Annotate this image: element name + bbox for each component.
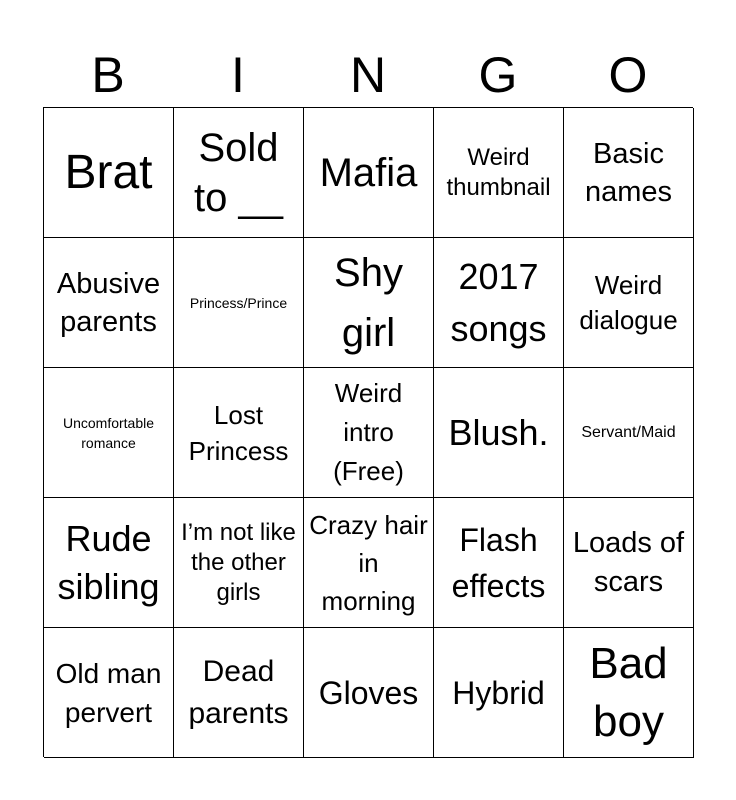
cell-label: 2017 songs <box>450 255 547 349</box>
cell-label: Servant/Maid <box>581 423 676 441</box>
cell-label: Loads of scars <box>572 526 685 598</box>
bingo-cell-3-4[interactable] <box>434 368 564 498</box>
cell-label: Gloves <box>318 674 419 711</box>
bingo-cell-5-5[interactable] <box>564 628 694 758</box>
cell-label: Bad boy <box>589 638 668 746</box>
cell-label: Sold to __ <box>194 125 283 220</box>
bingo-cell-1-3[interactable] <box>304 108 434 238</box>
bingo-header <box>43 42 693 108</box>
bingo-cell-5-4[interactable] <box>434 628 564 758</box>
bingo-cell-3-2[interactable] <box>174 368 304 498</box>
bingo-cell-2-5[interactable] <box>564 238 694 368</box>
header-letter-n: N <box>349 47 387 103</box>
header-letter-i: I <box>231 47 245 103</box>
cell-label: Blush. <box>448 411 549 453</box>
cell-label: Hybrid <box>452 674 545 711</box>
cell-label: Abusive parents <box>56 267 161 338</box>
cell-label: Weird thumbnail <box>446 143 551 201</box>
cell-label: Uncomfortable romance <box>62 414 155 451</box>
cell-label: Rude sibling <box>57 517 160 607</box>
header-letter-b: B <box>91 47 125 103</box>
header-letter-o: O <box>608 47 648 103</box>
cell-label: Mafia <box>319 150 418 195</box>
bingo-cell-5-3[interactable] <box>304 628 434 758</box>
bingo-cell-4-3[interactable] <box>304 498 434 628</box>
bingo-card-grid <box>43 107 693 757</box>
bingo-cell-3-1[interactable] <box>44 368 174 498</box>
bingo-cell-1-5[interactable] <box>564 108 694 238</box>
cell-label: Weird intro (Free) <box>333 378 404 486</box>
cell-label: Crazy hair in morning <box>309 509 428 616</box>
bingo-cell-1-1[interactable] <box>44 108 174 238</box>
cell-label: Basic names <box>584 137 673 208</box>
bingo-cell-4-2[interactable] <box>174 498 304 628</box>
bingo-cell-4-5[interactable] <box>564 498 694 628</box>
cell-label: Shy girl <box>334 250 403 355</box>
cell-label: Princess/Prince <box>189 294 288 311</box>
cell-label: Dead parents <box>188 654 289 730</box>
cell-label: Flash effects <box>451 521 546 604</box>
bingo-cell-2-2[interactable] <box>174 238 304 368</box>
cell-label: Old man pervert <box>55 657 162 728</box>
bingo-cell-2-3[interactable] <box>304 238 434 368</box>
bingo-cell-5-1[interactable] <box>44 628 174 758</box>
bingo-cell-4-1[interactable] <box>44 498 174 628</box>
cell-label: Weird dialogue <box>579 269 678 335</box>
cell-label: Lost Princess <box>188 399 289 466</box>
cell-label: I’m not like the other girls <box>181 518 296 606</box>
cell-label: Brat <box>64 145 153 199</box>
bingo-cell-3-5[interactable] <box>564 368 694 498</box>
bingo-cell-1-2[interactable] <box>174 108 304 238</box>
bingo-cell-2-4[interactable] <box>434 238 564 368</box>
bingo-cell-1-4[interactable] <box>434 108 564 238</box>
bingo-cell-4-4[interactable] <box>434 498 564 628</box>
bingo-cell-2-1[interactable] <box>44 238 174 368</box>
bingo-cell-5-2[interactable] <box>174 628 304 758</box>
header-letter-g: G <box>478 47 518 103</box>
bingo-cell-3-3[interactable] <box>304 368 434 498</box>
